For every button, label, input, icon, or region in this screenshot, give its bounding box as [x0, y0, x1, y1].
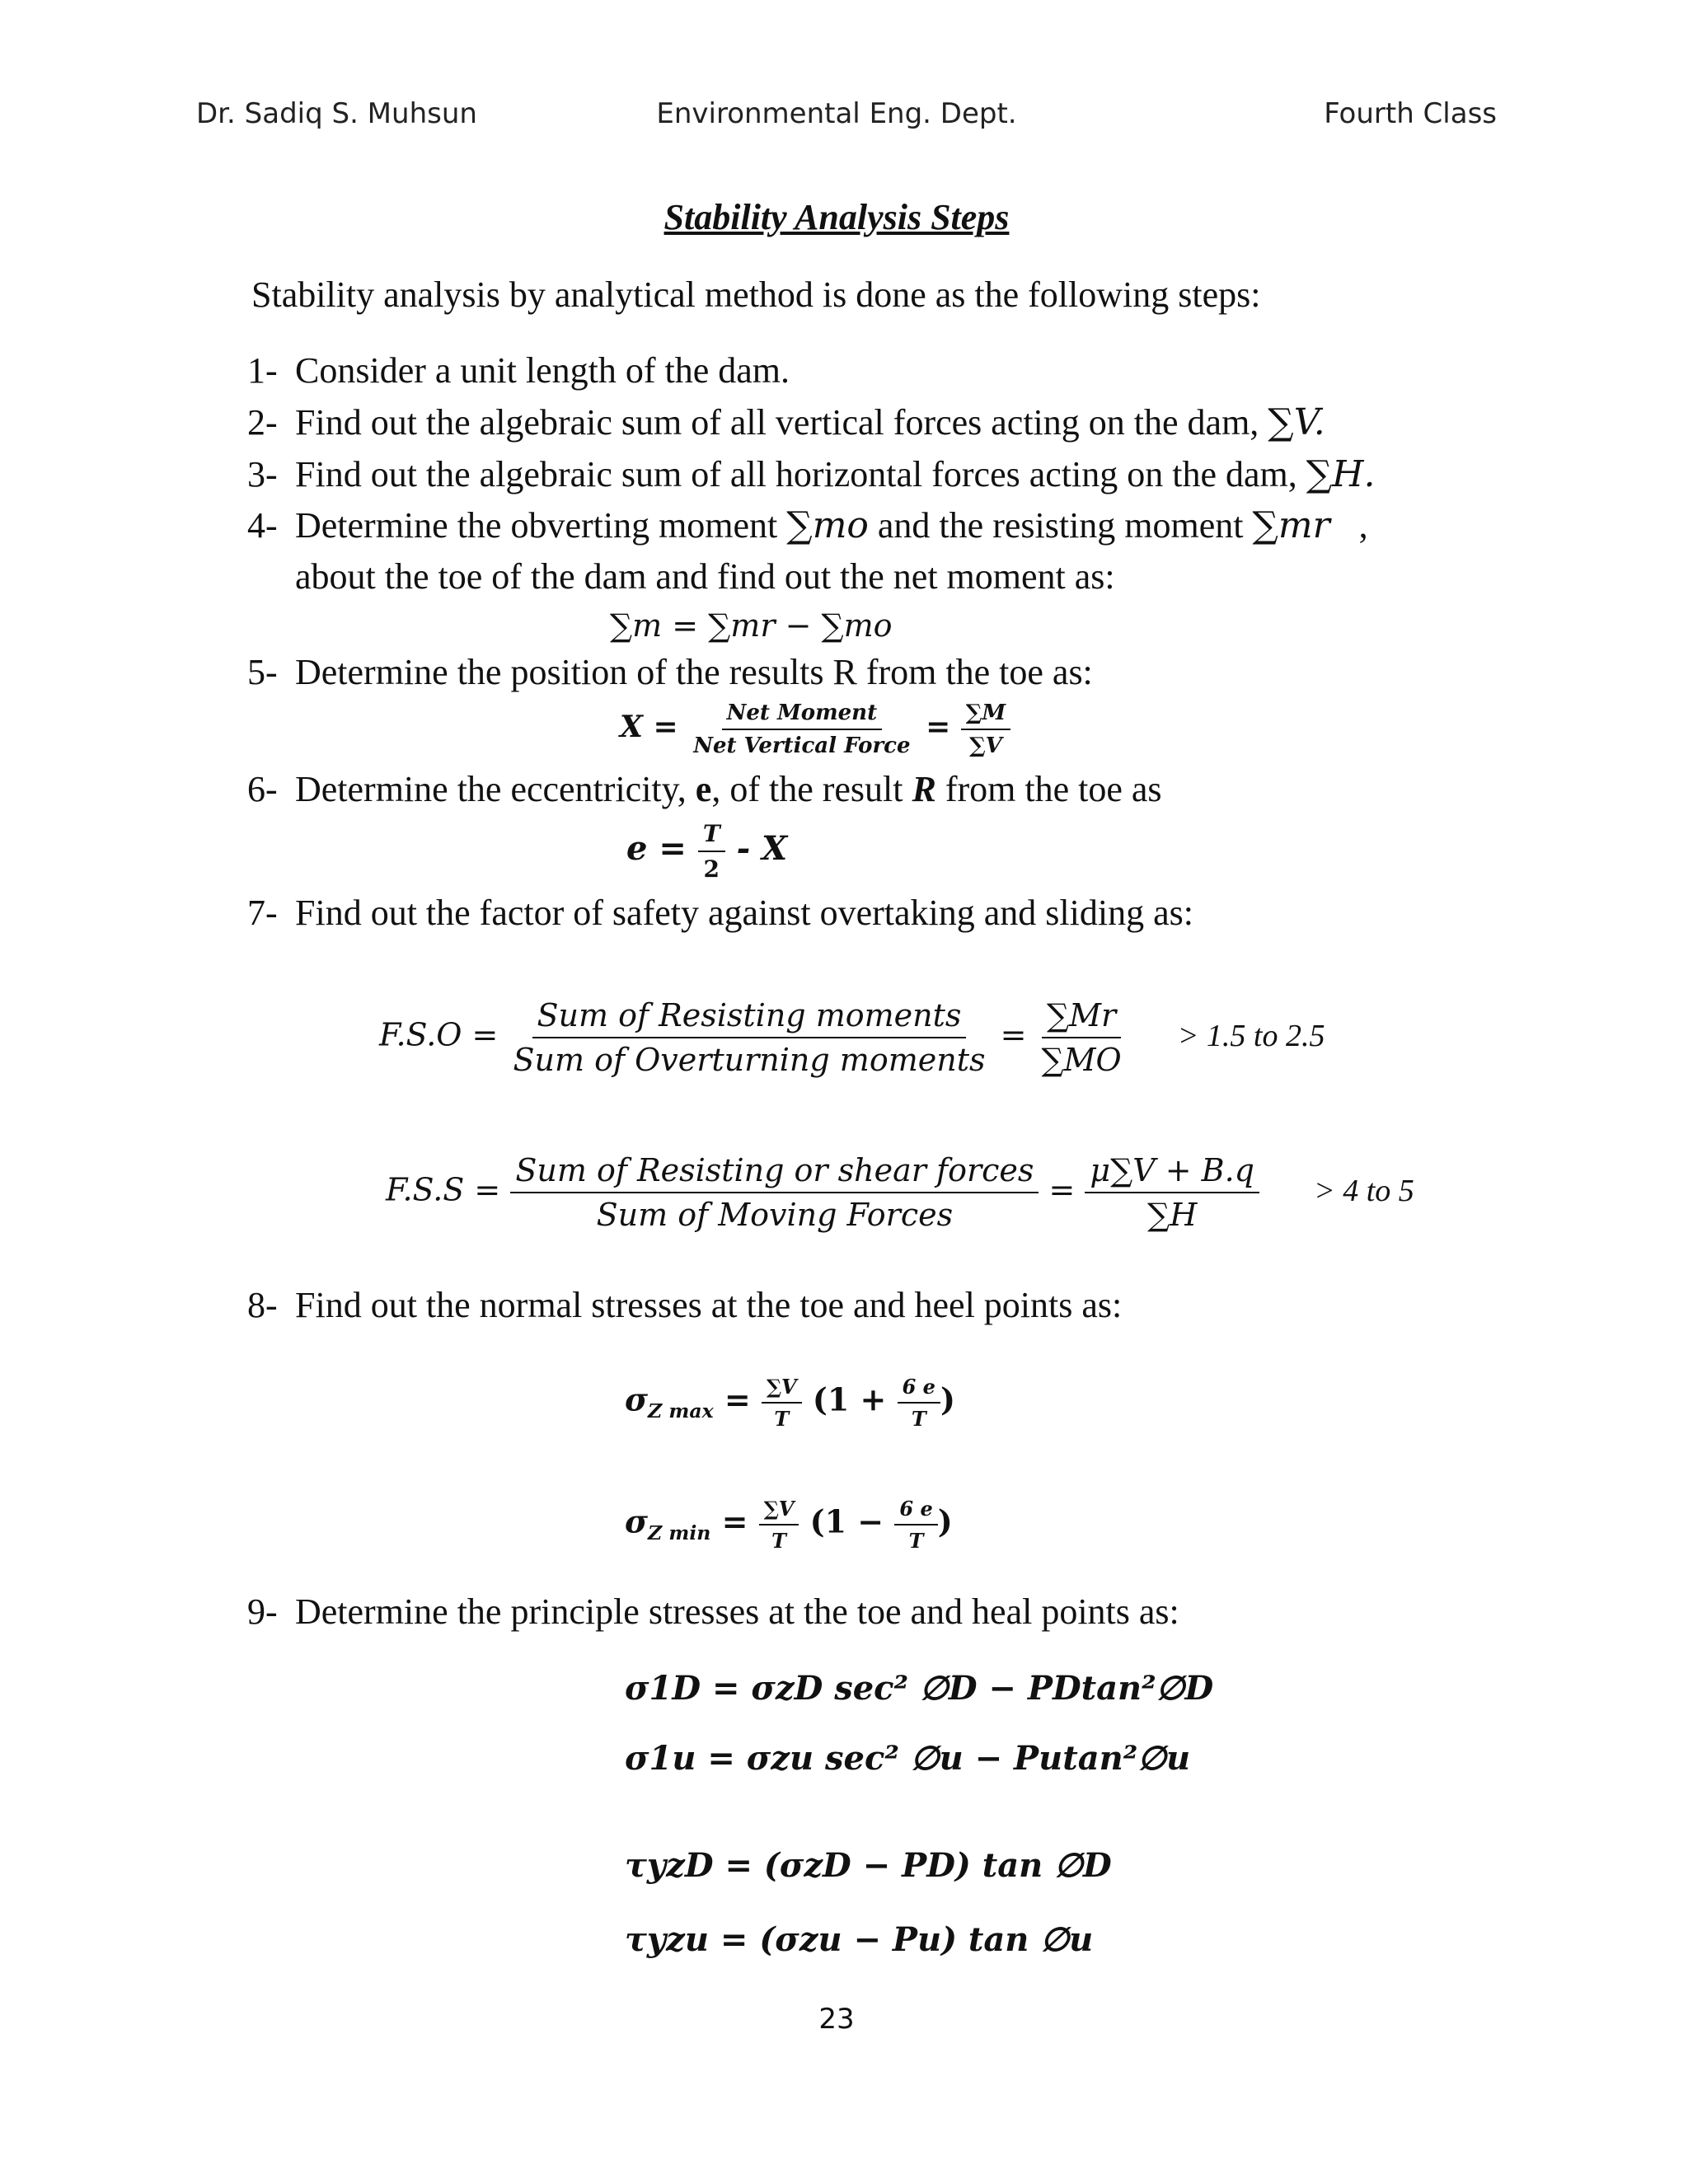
sigma-min-equals: = [721, 1502, 759, 1540]
x-equals: = [926, 710, 961, 744]
step-6-text-2: , of the result [711, 769, 903, 809]
fso-denominator-1: Sum of Overturning moments [513, 1042, 986, 1078]
step-6-line [295, 768, 1162, 810]
step-6-text: Determine the eccentricity, [295, 769, 687, 809]
x-denominator-1: Net Vertical Force [693, 733, 911, 758]
fso-numerator-1: Sum of Resisting moments [532, 997, 967, 1038]
step-4-math-2: ∑mr [1252, 504, 1330, 546]
step-3-line [295, 453, 1376, 495]
net-moment-equation: ∑m = ∑mr − ∑mo [610, 607, 893, 644]
sigma-min-inner-fraction [894, 1497, 937, 1553]
e-equation [626, 820, 787, 883]
step-9-number: 9- [247, 1591, 278, 1632]
sigma-max-denominator: T [774, 1407, 790, 1431]
fso-fraction-2 [1036, 997, 1126, 1078]
step-4-math: ∑mo [786, 504, 869, 546]
fss-condition: > 4 to 5 [1314, 1173, 1414, 1208]
sigma-min-inner-numerator: 6 e [894, 1497, 937, 1526]
fso-equals: = [1000, 1016, 1037, 1053]
fss-fraction-1 [510, 1152, 1039, 1233]
step-4-number: 4- [247, 505, 278, 546]
sigma-max-numerator: ∑V [762, 1375, 802, 1404]
sigma-min-numerator: ∑V [759, 1497, 799, 1526]
step-9-text: Determine the principle stresses at the toe and heal points as: [295, 1591, 1179, 1632]
step-1-number: 1- [247, 350, 278, 391]
header-author: Dr. Sadiq S. Muhsun [196, 97, 477, 130]
step-4-trail: , [1358, 505, 1368, 546]
fss-lhs: F.S.S = [386, 1171, 501, 1208]
step-6-bold-e: e [695, 769, 712, 809]
principal-stress-heel-equation: σ1u = σzu sec² ∅u − Putan²∅u [625, 1739, 1191, 1778]
step-4-line [295, 504, 1368, 546]
sigma-max-inner-denominator: T [911, 1407, 926, 1431]
sigma-min-open: (1 − [809, 1502, 884, 1540]
page-number: 23 [818, 2003, 855, 2036]
step-6-bold-r: R [912, 769, 936, 809]
x-fraction-1 [688, 701, 915, 758]
fso-equation [379, 997, 1325, 1078]
step-4-text-2: and the resisting moment [877, 505, 1244, 546]
x-equation [620, 701, 1010, 758]
e-fraction [698, 820, 725, 883]
sigma-min-close: ) [937, 1502, 953, 1540]
sigma-min-fraction [759, 1497, 799, 1553]
sigma-min-inner-denominator: T [908, 1529, 924, 1553]
e-lhs: e = [626, 829, 687, 868]
fss-numerator-2: μ∑V + B.q [1085, 1152, 1259, 1193]
fss-equals: = [1048, 1171, 1085, 1208]
step-2-number: 2- [247, 402, 278, 443]
step-2-math: ∑V. [1268, 401, 1325, 443]
intro-text: Stability analysis by analytical method is done as the following steps: [251, 274, 1261, 315]
fso-denominator-2: ∑MO [1041, 1042, 1122, 1078]
step-4-text: Determine the obverting moment [295, 505, 778, 546]
step-2-line [295, 401, 1325, 443]
step-3-math: ∑H. [1306, 453, 1376, 495]
step-7-number: 7- [247, 893, 278, 933]
sigma-min-denominator: T [771, 1529, 786, 1553]
sigma-max-lhs: σ [625, 1380, 649, 1418]
sigma-max-equation [625, 1375, 955, 1431]
x-lhs: X = [620, 710, 678, 744]
sigma-max-equals: = [724, 1380, 762, 1418]
header-department: Environmental Eng. Dept. [656, 97, 1017, 130]
step-7-text: Find out the factor of safety against overtaking and sliding as: [295, 893, 1193, 933]
page-title: Stability Analysis Steps [663, 197, 1010, 237]
step-5-number: 5- [247, 652, 278, 692]
sigma-max-inner-numerator: 6 e [898, 1375, 940, 1404]
shear-stress-heel-equation: τyzu = (σzu − Pu) tan ∅u [625, 1920, 1094, 1959]
x-numerator-2: ∑M [961, 701, 1010, 730]
sigma-max-subscript: Z max [648, 1399, 714, 1423]
step-6-number: 6- [247, 769, 278, 809]
fss-denominator-2: ∑H [1147, 1197, 1198, 1233]
fss-numerator-1: Sum of Resisting or shear forces [510, 1152, 1039, 1193]
sigma-max-inner-fraction [898, 1375, 940, 1431]
step-4-continuation: about the toe of the dam and find out the net moment as: [295, 556, 1115, 597]
step-3-number: 3- [247, 454, 278, 494]
shear-stress-toe-equation: τyzD = (σzD − PD) tan ∅D [625, 1846, 1112, 1885]
fss-fraction-2 [1085, 1152, 1259, 1233]
step-8-text: Find out the normal stresses at the toe and heel points as: [295, 1285, 1123, 1325]
fss-denominator-1: Sum of Moving Forces [596, 1197, 954, 1233]
e-tail: - X [736, 829, 788, 868]
e-numerator: T [698, 820, 725, 852]
step-1-text: Consider a unit length of the dam. [295, 350, 790, 391]
fso-condition: > 1.5 to 2.5 [1177, 1018, 1325, 1053]
step-8-number: 8- [247, 1285, 278, 1325]
x-fraction-2 [961, 701, 1010, 758]
sigma-min-subscript: Z min [648, 1521, 711, 1545]
sigma-max-open: (1 + [812, 1380, 887, 1418]
sigma-min-equation [625, 1497, 953, 1553]
sigma-max-close: ) [940, 1380, 955, 1418]
step-5-text: Determine the position of the results R from the toe as: [295, 652, 1093, 692]
fss-equation [386, 1152, 1414, 1233]
fso-lhs: F.S.O = [379, 1016, 499, 1053]
x-numerator-1: Net Moment [722, 701, 882, 730]
e-denominator: 2 [703, 855, 720, 883]
header-class: Fourth Class [1324, 97, 1497, 130]
step-6-text-3: from the toe as [945, 769, 1162, 809]
step-2-text: Find out the algebraic sum of all vertical forces acting on the dam, [295, 402, 1259, 443]
x-denominator-2: ∑V [969, 733, 1002, 758]
principal-stress-toe-equation: σ1D = σzD sec² ∅D − PDtan²∅D [625, 1669, 1214, 1708]
step-3-text: Find out the algebraic sum of all horizontal forces acting on the dam, [295, 454, 1297, 494]
sigma-min-lhs: σ [625, 1502, 649, 1540]
fso-numerator-2: ∑Mr [1042, 997, 1121, 1038]
fso-fraction-1 [508, 997, 990, 1078]
sigma-max-fraction [762, 1375, 802, 1431]
